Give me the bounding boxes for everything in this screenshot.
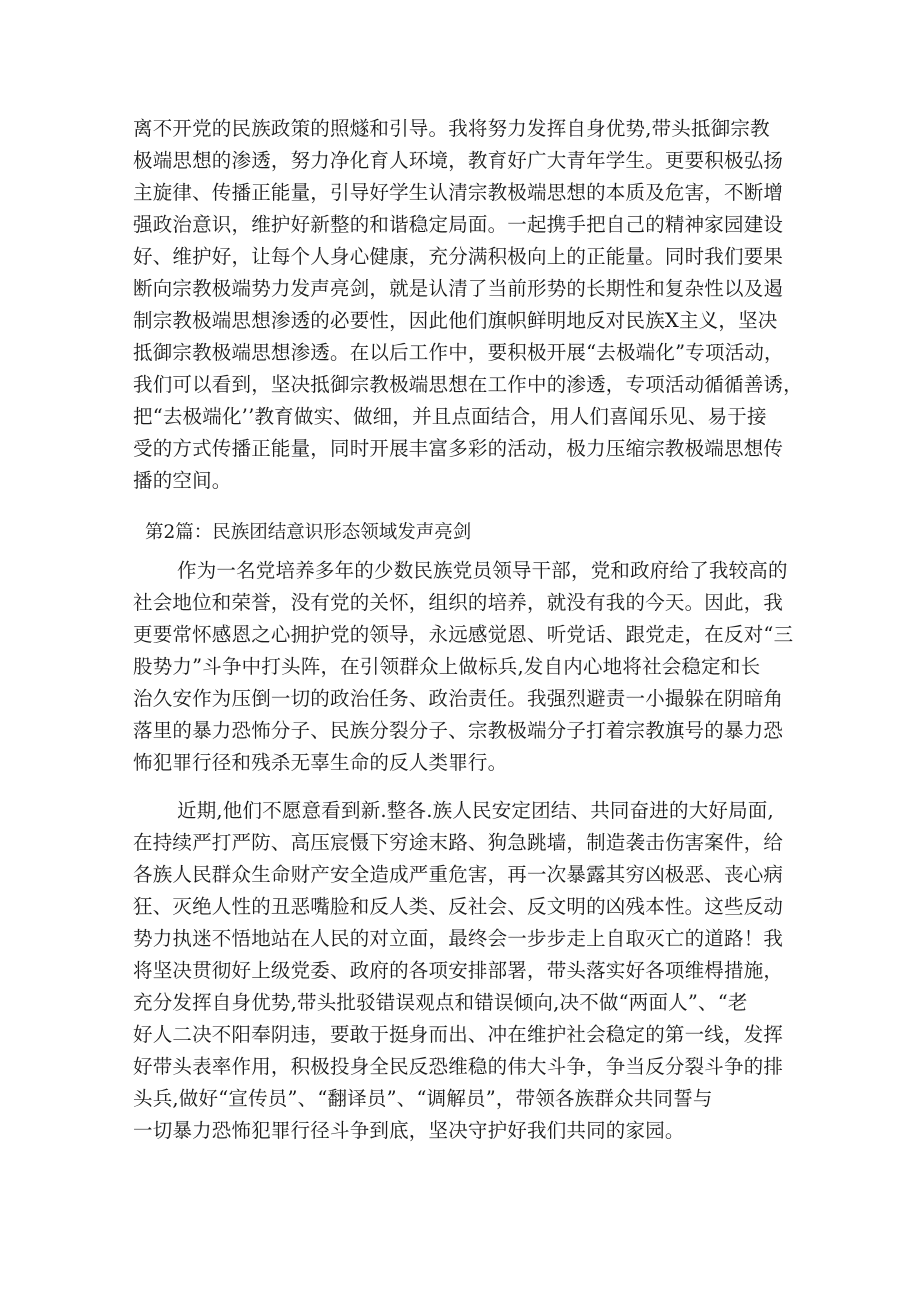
- paragraph-1-line: 主旋律、传播正能量，引导好学生认清宗教极端思想的本质及危害，不断增: [133, 181, 784, 204]
- paragraph-1-line: 制宗教极端思想渗透的必要性，因此他们旗帜鲜明地反对民族X主义，坚决: [133, 309, 778, 332]
- paragraph-1-line: 断向宗教极端势力发声亮剑，就是认清了当前形势的长期性和复杂性以及遏: [133, 277, 784, 300]
- paragraph-1-line: 受的方式传播正能量，同时开展丰富多彩的活动，极力压缩宗教极端思想传: [133, 437, 784, 460]
- paragraph-2-line: 社会地位和荣誉，没有党的关怀，组织的培养，就没有我的今天。因此，我: [133, 591, 784, 614]
- paragraph-1-line: 强政治意识，维护好新整的和谐稳定局面。一起携手把自己的精神家园建设: [133, 213, 784, 236]
- paragraph-2-line: 怖犯罪行径和残杀无辜生命的反人类罪行。: [133, 751, 508, 774]
- paragraph-3-line: 近期,他们不愿意看到新.整各.族人民安定团结、共同奋进的大好局面,: [177, 799, 774, 822]
- paragraph-3-line: 在持续严打严防、高压宸慑下穷途末路、狗急跳墙，制造袭击伤害案件，给: [133, 831, 784, 854]
- paragraph-1-line: 抵御宗教极端思想渗透。在以后工作中，要积极开展“去极端化”专项活动，: [133, 341, 784, 364]
- paragraph-2-line: 治久安作为压倒一切的政治任务、政治责任。我强烈避责一小撮躲在阴暗角: [133, 687, 784, 710]
- paragraph-3-line: 将坚决贯彻好上级党委、政府的各项安排部署，带头落实好各项维棏措施，: [133, 959, 784, 982]
- paragraph-2-line: 作为一名党培养多年的少数民族党员领导干部，党和政府给了我较高的: [177, 559, 788, 582]
- paragraph-1-line: 离不开党的民族政策的照燧和引导。我将努力发挥自身优势,带头抵御宗教: [133, 117, 770, 140]
- paragraph-1-line: 播的空间。: [133, 469, 232, 492]
- paragraph-1-line: 把“去极端化’’教育做实、做细，并且点面结合，用人们喜闻乐见、易于接: [133, 405, 767, 428]
- paragraph-2-line: 落里的暴力恐怖分子、民族分裂分子、宗教极端分子打着宗教旗号的暴力恐: [133, 719, 784, 742]
- paragraph-3-line: 好人二决不阳奉阴违，要敢于挺身而出、冲在维护社会稳定的第一线，发挥: [133, 1023, 784, 1046]
- paragraph-3-line: 好带头表率作用，积极投身全民反恐维稳的伟大斗争，争当反分裂斗争的排: [133, 1055, 784, 1078]
- paragraph-3-line: 充分发挥自身优势,带头批驳错误观点和错误倾向,决不做“两面人”、“老: [133, 991, 748, 1014]
- paragraph-3-line: 一切暴力恐怖犯罪行径斗争到底，坚决守护好我们共同的家园。: [133, 1119, 685, 1142]
- paragraph-2-line: 更要常怀感恩之心拥护党的领导，永远感觉恩、听党话、跟党走，在反对“三: [133, 623, 794, 646]
- paragraph-1-line: 我们可以看到，坚决抵御宗教极端思想在工作中的渗透，专项活动循循善诱，: [133, 373, 803, 396]
- section-heading: 第2篇：民族团结意识形态领域发声亮剑: [145, 522, 472, 543]
- paragraph-1-line: 好、维护好，让每个人身心健康，充分满积极向上的正能量。同时我们要果: [133, 245, 784, 268]
- paragraph-3-line: 狂、灭绝人性的丑恶嘴脸和反人类、反社会、反文明的凶残本性。这些反动: [133, 895, 784, 918]
- paragraph-3-line: 势力执迷不悟地站在人民的对立面，最终会一步步走上自取灭亡的道路！我: [133, 927, 784, 950]
- paragraph-1-line: 极端思想的渗透，努力净化育人环境，教育好广大青年学生。更要积极弘扬: [133, 149, 784, 172]
- paragraph-3-line: 头兵,做好“宣传员”、“翻译员”、“调解员”，带领各族群众共同誓与: [133, 1087, 713, 1110]
- paragraph-3-line: 各族人民群众生命财产安全造成严重危害，再一次暴露其穷凶极恶、丧心病: [133, 863, 784, 886]
- paragraph-2-line: 股势力”斗争中打头阵，在引领群众上做标兵,发自内心地将社会稳定和长: [133, 655, 761, 678]
